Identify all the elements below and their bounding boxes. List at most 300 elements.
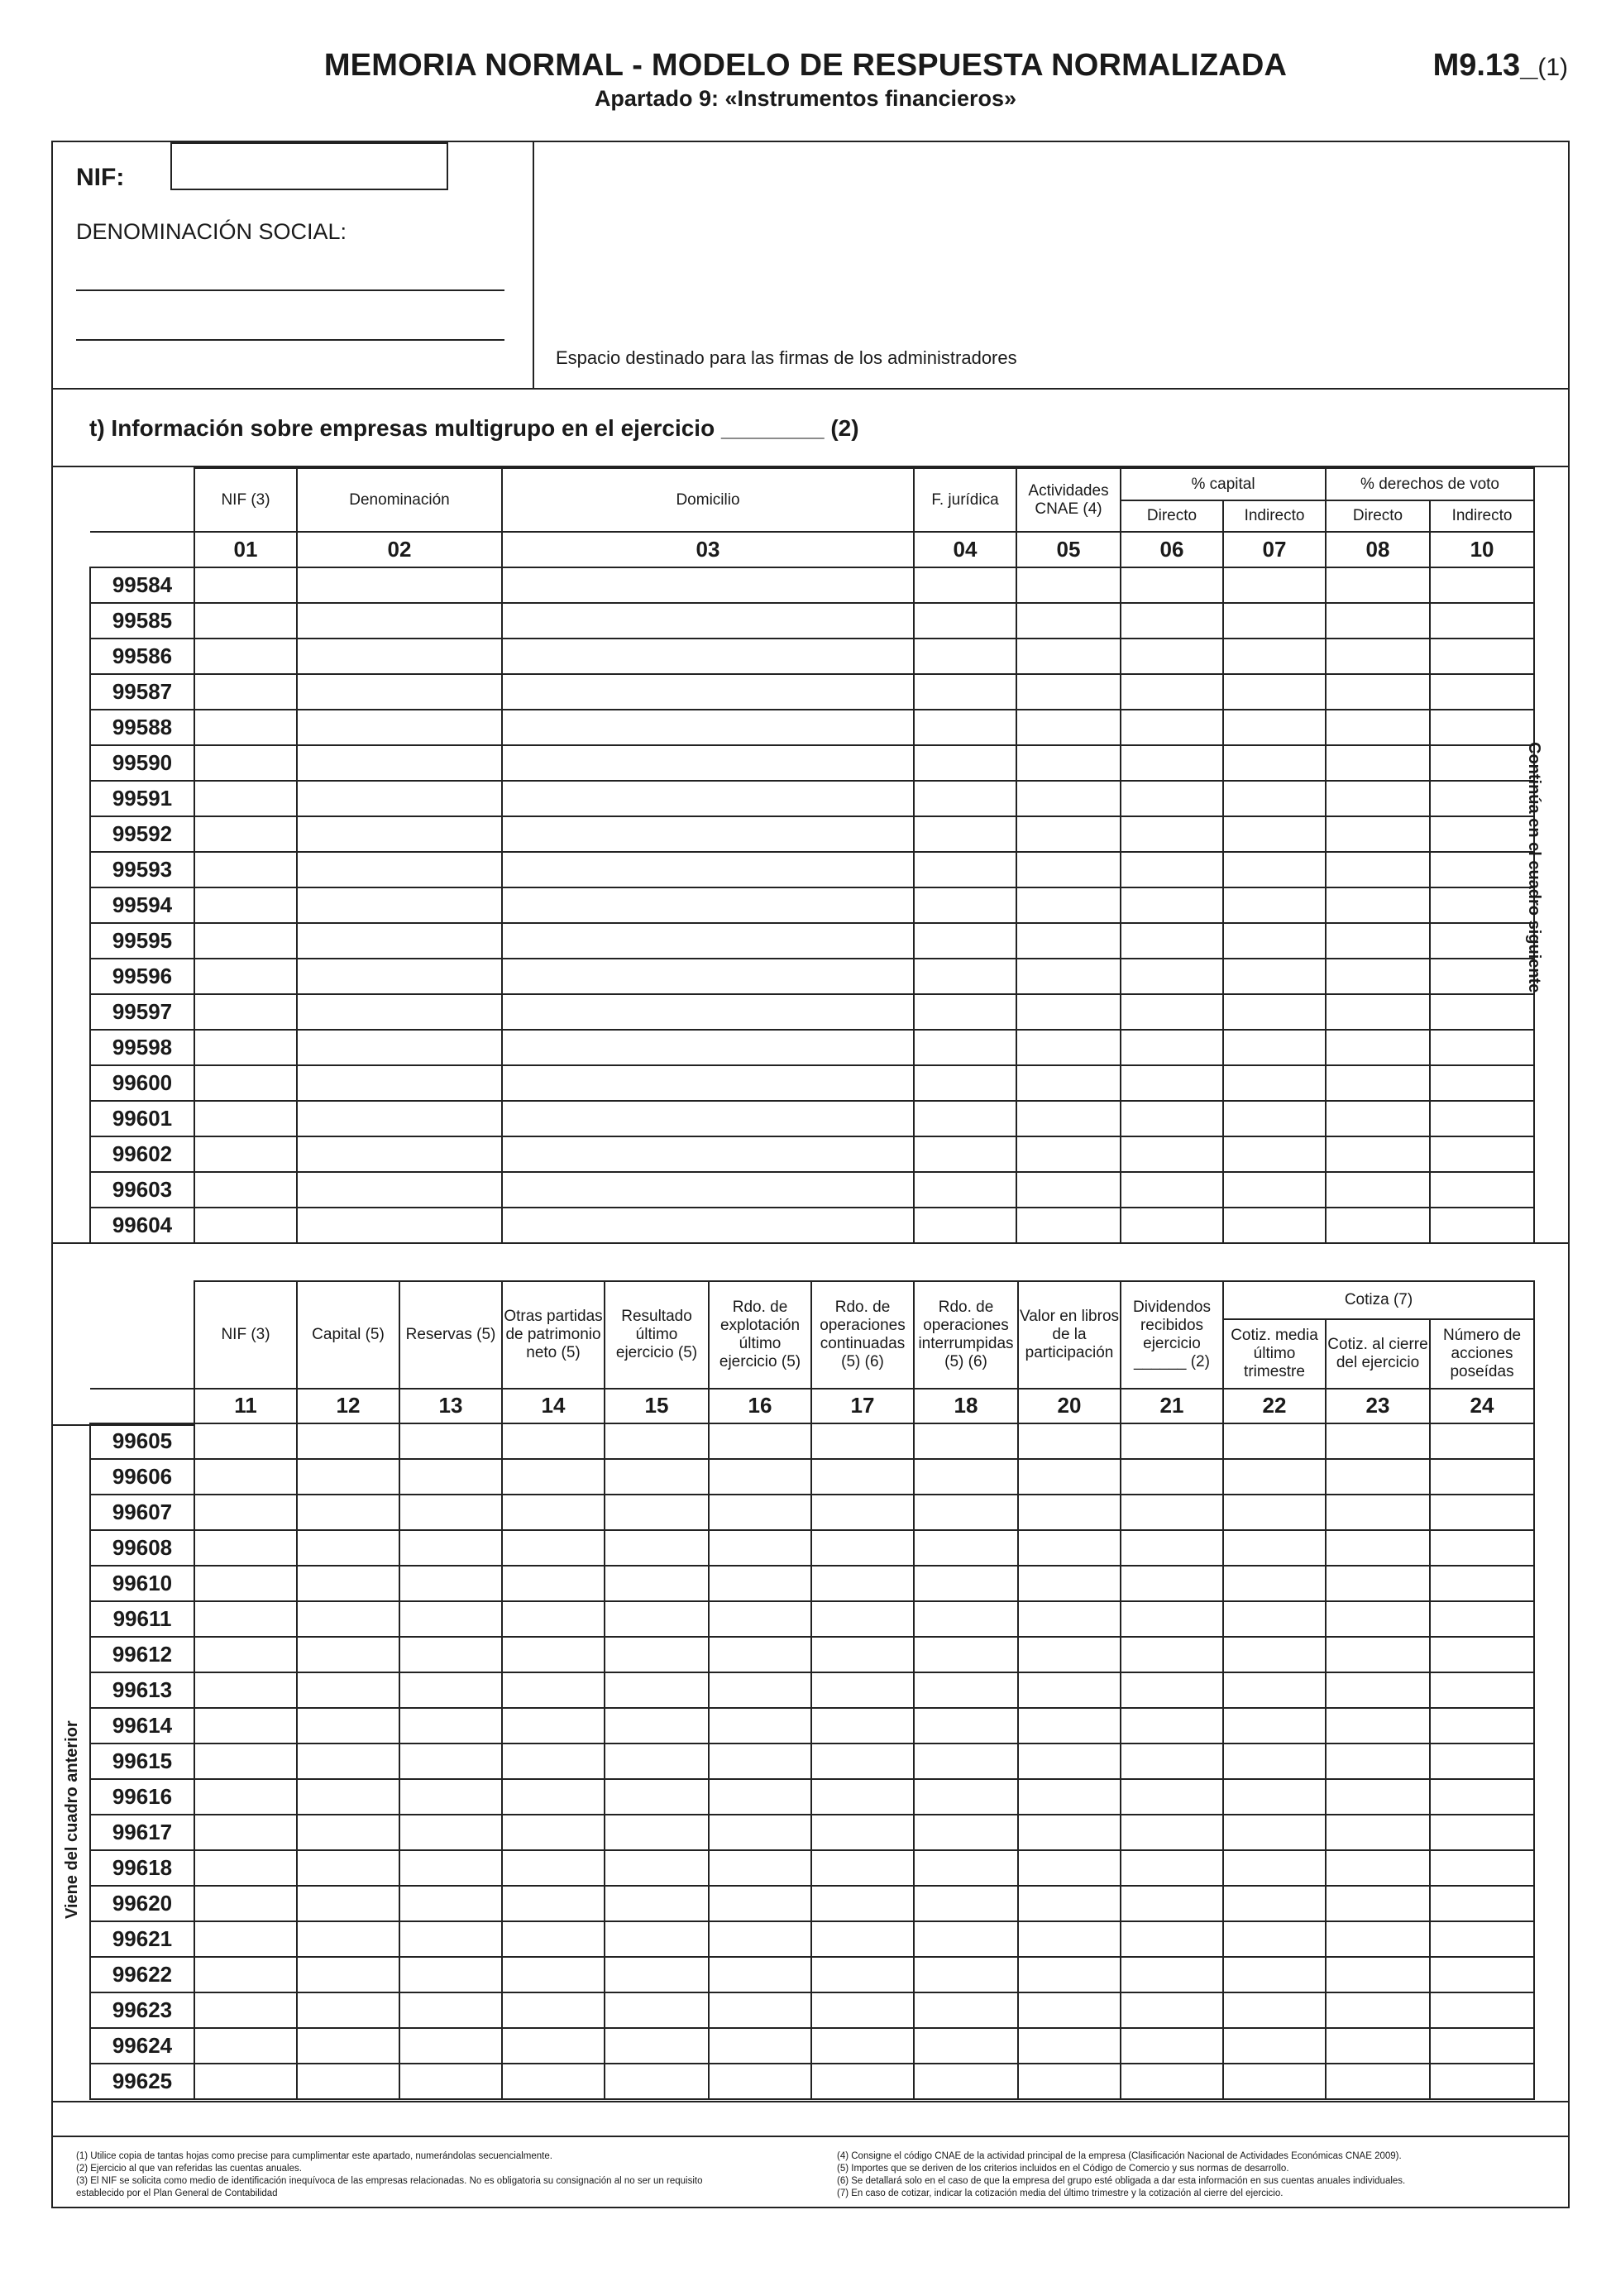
input-cell[interactable]: [605, 2028, 709, 2064]
input-cell[interactable]: [1016, 1172, 1121, 1208]
input-cell[interactable]: [1121, 1779, 1223, 1815]
input-cell[interactable]: [1430, 1637, 1534, 1672]
input-cell[interactable]: [194, 1921, 297, 1957]
input-cell[interactable]: [1223, 1672, 1326, 1708]
input-cell[interactable]: [194, 1886, 297, 1921]
input-cell[interactable]: [914, 1172, 1016, 1208]
input-cell[interactable]: [914, 1815, 1018, 1850]
input-cell[interactable]: [1223, 1208, 1326, 1243]
input-cell[interactable]: [1121, 745, 1223, 781]
input-cell[interactable]: [194, 1136, 297, 1172]
input-cell[interactable]: [914, 1992, 1018, 2028]
input-cell[interactable]: [1430, 1423, 1534, 1459]
input-cell[interactable]: [1430, 1957, 1534, 1992]
input-cell[interactable]: [1430, 994, 1534, 1030]
input-cell[interactable]: [297, 603, 502, 639]
input-cell[interactable]: [1121, 639, 1223, 674]
input-cell[interactable]: [194, 567, 297, 603]
input-cell[interactable]: [709, 1530, 811, 1566]
input-cell[interactable]: [1016, 959, 1121, 994]
input-cell[interactable]: [914, 959, 1016, 994]
input-cell[interactable]: [914, 1921, 1018, 1957]
input-cell[interactable]: [1326, 674, 1430, 710]
input-cell[interactable]: [811, 1672, 914, 1708]
input-cell[interactable]: [399, 1423, 502, 1459]
input-cell[interactable]: [1326, 852, 1430, 887]
input-cell[interactable]: [709, 1921, 811, 1957]
input-cell[interactable]: [297, 1566, 399, 1601]
input-cell[interactable]: [1326, 1815, 1430, 1850]
input-cell[interactable]: [1121, 1530, 1223, 1566]
input-cell[interactable]: [1430, 2064, 1534, 2099]
input-cell[interactable]: [1326, 1921, 1430, 1957]
input-cell[interactable]: [297, 852, 502, 887]
input-cell[interactable]: [1121, 1708, 1223, 1744]
input-cell[interactable]: [605, 1850, 709, 1886]
input-cell[interactable]: [297, 674, 502, 710]
input-cell[interactable]: [1430, 567, 1534, 603]
input-cell[interactable]: [1223, 994, 1326, 1030]
input-cell[interactable]: [605, 1672, 709, 1708]
input-cell[interactable]: [605, 1708, 709, 1744]
input-cell[interactable]: [1018, 2028, 1121, 2064]
input-cell[interactable]: [1223, 674, 1326, 710]
input-cell[interactable]: [605, 1566, 709, 1601]
input-cell[interactable]: [1016, 816, 1121, 852]
input-cell[interactable]: [1223, 1459, 1326, 1495]
input-cell[interactable]: [502, 1744, 605, 1779]
input-cell[interactable]: [1430, 1921, 1534, 1957]
input-cell[interactable]: [1223, 639, 1326, 674]
input-cell[interactable]: [1121, 816, 1223, 852]
input-cell[interactable]: [194, 2028, 297, 2064]
input-cell[interactable]: [811, 1459, 914, 1495]
input-cell[interactable]: [297, 745, 502, 781]
input-cell[interactable]: [1326, 959, 1430, 994]
input-cell[interactable]: [1121, 1744, 1223, 1779]
input-cell[interactable]: [1018, 1886, 1121, 1921]
input-cell[interactable]: [1326, 1850, 1430, 1886]
input-cell[interactable]: [1121, 1030, 1223, 1065]
input-cell[interactable]: [1326, 1637, 1430, 1672]
input-cell[interactable]: [1430, 603, 1534, 639]
input-cell[interactable]: [605, 1601, 709, 1637]
input-cell[interactable]: [502, 1779, 605, 1815]
input-cell[interactable]: [811, 1601, 914, 1637]
input-cell[interactable]: [1430, 781, 1534, 816]
input-cell[interactable]: [914, 852, 1016, 887]
input-cell[interactable]: [1018, 1708, 1121, 1744]
input-cell[interactable]: [502, 887, 914, 923]
input-cell[interactable]: [1223, 1708, 1326, 1744]
input-cell[interactable]: [1121, 710, 1223, 745]
input-cell[interactable]: [811, 1815, 914, 1850]
input-cell[interactable]: [709, 2028, 811, 2064]
input-cell[interactable]: [1016, 1030, 1121, 1065]
input-cell[interactable]: [399, 1886, 502, 1921]
input-cell[interactable]: [194, 1815, 297, 1850]
input-cell[interactable]: [297, 781, 502, 816]
input-cell[interactable]: [709, 1423, 811, 1459]
input-cell[interactable]: [1018, 1850, 1121, 1886]
input-cell[interactable]: [709, 1992, 811, 2028]
input-cell[interactable]: [1121, 959, 1223, 994]
input-cell[interactable]: [914, 639, 1016, 674]
input-cell[interactable]: [399, 1815, 502, 1850]
input-cell[interactable]: [1016, 674, 1121, 710]
input-cell[interactable]: [914, 2064, 1018, 2099]
input-cell[interactable]: [914, 923, 1016, 959]
input-cell[interactable]: [502, 2028, 605, 2064]
input-cell[interactable]: [194, 1101, 297, 1136]
input-cell[interactable]: [194, 1779, 297, 1815]
input-cell[interactable]: [1018, 1957, 1121, 1992]
input-cell[interactable]: [1430, 852, 1534, 887]
input-cell[interactable]: [502, 1459, 605, 1495]
input-cell[interactable]: [811, 1921, 914, 1957]
input-cell[interactable]: [1018, 1744, 1121, 1779]
input-cell[interactable]: [194, 674, 297, 710]
input-cell[interactable]: [1223, 1065, 1326, 1101]
input-cell[interactable]: [1326, 1423, 1430, 1459]
input-cell[interactable]: [1430, 1601, 1534, 1637]
input-cell[interactable]: [1018, 1779, 1121, 1815]
input-cell[interactable]: [914, 745, 1016, 781]
input-cell[interactable]: [1326, 1136, 1430, 1172]
input-cell[interactable]: [1326, 1172, 1430, 1208]
input-cell[interactable]: [1223, 2064, 1326, 2099]
input-cell[interactable]: [914, 1495, 1018, 1530]
input-cell[interactable]: [1326, 1530, 1430, 1566]
input-cell[interactable]: [297, 1530, 399, 1566]
input-cell[interactable]: [399, 2064, 502, 2099]
input-cell[interactable]: [297, 639, 502, 674]
input-cell[interactable]: [1121, 1815, 1223, 1850]
input-cell[interactable]: [399, 1850, 502, 1886]
input-cell[interactable]: [1326, 1708, 1430, 1744]
input-cell[interactable]: [502, 1815, 605, 1850]
input-cell[interactable]: [502, 994, 914, 1030]
input-cell[interactable]: [1016, 852, 1121, 887]
input-cell[interactable]: [1326, 1101, 1430, 1136]
input-cell[interactable]: [502, 2064, 605, 2099]
input-cell[interactable]: [194, 1423, 297, 1459]
input-cell[interactable]: [297, 1495, 399, 1530]
input-cell[interactable]: [502, 1672, 605, 1708]
input-cell[interactable]: [1223, 1921, 1326, 1957]
input-cell[interactable]: [914, 1566, 1018, 1601]
input-cell[interactable]: [605, 1459, 709, 1495]
input-cell[interactable]: [1326, 1030, 1430, 1065]
input-cell[interactable]: [1016, 1208, 1121, 1243]
input-cell[interactable]: [1326, 994, 1430, 1030]
input-cell[interactable]: [1018, 1992, 1121, 2028]
input-cell[interactable]: [914, 1030, 1016, 1065]
input-cell[interactable]: [194, 1957, 297, 1992]
input-cell[interactable]: [605, 2064, 709, 2099]
input-cell[interactable]: [297, 1637, 399, 1672]
input-cell[interactable]: [1121, 1566, 1223, 1601]
input-cell[interactable]: [399, 1601, 502, 1637]
input-cell[interactable]: [914, 2028, 1018, 2064]
input-cell[interactable]: [1326, 710, 1430, 745]
input-cell[interactable]: [1016, 745, 1121, 781]
input-cell[interactable]: [502, 923, 914, 959]
input-cell[interactable]: [194, 2064, 297, 2099]
input-cell[interactable]: [297, 1708, 399, 1744]
input-cell[interactable]: [914, 1459, 1018, 1495]
input-cell[interactable]: [399, 2028, 502, 2064]
input-cell[interactable]: [811, 2028, 914, 2064]
input-cell[interactable]: [194, 994, 297, 1030]
denomination-line-1[interactable]: [76, 289, 504, 291]
input-cell[interactable]: [914, 674, 1016, 710]
input-cell[interactable]: [502, 1708, 605, 1744]
input-cell[interactable]: [1223, 1530, 1326, 1566]
input-cell[interactable]: [605, 1495, 709, 1530]
input-cell[interactable]: [297, 1065, 502, 1101]
input-cell[interactable]: [1326, 1495, 1430, 1530]
input-cell[interactable]: [297, 2028, 399, 2064]
input-cell[interactable]: [1223, 959, 1326, 994]
input-cell[interactable]: [1430, 923, 1534, 959]
input-cell[interactable]: [1223, 603, 1326, 639]
input-cell[interactable]: [1223, 816, 1326, 852]
input-cell[interactable]: [914, 1708, 1018, 1744]
input-cell[interactable]: [1326, 887, 1430, 923]
input-cell[interactable]: [1326, 567, 1430, 603]
input-cell[interactable]: [605, 1530, 709, 1566]
input-cell[interactable]: [709, 1957, 811, 1992]
input-cell[interactable]: [1121, 852, 1223, 887]
input-cell[interactable]: [502, 1850, 605, 1886]
input-cell[interactable]: [709, 1495, 811, 1530]
input-cell[interactable]: [1018, 1459, 1121, 1495]
input-cell[interactable]: [1223, 1637, 1326, 1672]
input-cell[interactable]: [399, 1530, 502, 1566]
input-cell[interactable]: [811, 1566, 914, 1601]
input-cell[interactable]: [914, 1601, 1018, 1637]
input-cell[interactable]: [502, 567, 914, 603]
input-cell[interactable]: [502, 1601, 605, 1637]
input-cell[interactable]: [1223, 1815, 1326, 1850]
input-cell[interactable]: [502, 1957, 605, 1992]
input-cell[interactable]: [1223, 1566, 1326, 1601]
input-cell[interactable]: [1430, 2028, 1534, 2064]
input-cell[interactable]: [1326, 2064, 1430, 2099]
input-cell[interactable]: [1121, 674, 1223, 710]
input-cell[interactable]: [1016, 1136, 1121, 1172]
input-cell[interactable]: [502, 603, 914, 639]
input-cell[interactable]: [194, 710, 297, 745]
input-cell[interactable]: [1430, 1530, 1534, 1566]
input-cell[interactable]: [502, 1992, 605, 2028]
input-cell[interactable]: [1430, 674, 1534, 710]
input-cell[interactable]: [502, 1530, 605, 1566]
input-cell[interactable]: [1223, 1744, 1326, 1779]
input-cell[interactable]: [194, 1459, 297, 1495]
input-cell[interactable]: [1121, 887, 1223, 923]
input-cell[interactable]: [1121, 994, 1223, 1030]
input-cell[interactable]: [194, 603, 297, 639]
input-cell[interactable]: [605, 1423, 709, 1459]
input-cell[interactable]: [297, 567, 502, 603]
input-cell[interactable]: [1326, 1566, 1430, 1601]
input-cell[interactable]: [811, 1779, 914, 1815]
input-cell[interactable]: [914, 603, 1016, 639]
input-cell[interactable]: [1121, 1921, 1223, 1957]
input-cell[interactable]: [914, 1886, 1018, 1921]
input-cell[interactable]: [1223, 567, 1326, 603]
input-cell[interactable]: [1016, 923, 1121, 959]
input-cell[interactable]: [297, 1886, 399, 1921]
input-cell[interactable]: [194, 923, 297, 959]
input-cell[interactable]: [1018, 2064, 1121, 2099]
input-cell[interactable]: [811, 2064, 914, 2099]
input-cell[interactable]: [1326, 1779, 1430, 1815]
input-cell[interactable]: [1016, 1065, 1121, 1101]
input-cell[interactable]: [502, 710, 914, 745]
input-cell[interactable]: [1018, 1530, 1121, 1566]
input-cell[interactable]: [1018, 1423, 1121, 1459]
input-cell[interactable]: [1430, 1744, 1534, 1779]
input-cell[interactable]: [502, 1208, 914, 1243]
input-cell[interactable]: [194, 745, 297, 781]
input-cell[interactable]: [1121, 2064, 1223, 2099]
input-cell[interactable]: [709, 1459, 811, 1495]
input-cell[interactable]: [605, 1815, 709, 1850]
input-cell[interactable]: [502, 1136, 914, 1172]
input-cell[interactable]: [297, 710, 502, 745]
input-cell[interactable]: [1223, 1030, 1326, 1065]
input-cell[interactable]: [297, 1815, 399, 1850]
input-cell[interactable]: [1121, 1065, 1223, 1101]
input-cell[interactable]: [1121, 1136, 1223, 1172]
input-cell[interactable]: [297, 1601, 399, 1637]
input-cell[interactable]: [399, 1495, 502, 1530]
input-cell[interactable]: [1223, 745, 1326, 781]
input-cell[interactable]: [1326, 1459, 1430, 1495]
input-cell[interactable]: [502, 1065, 914, 1101]
input-cell[interactable]: [399, 1637, 502, 1672]
input-cell[interactable]: [1326, 1065, 1430, 1101]
input-cell[interactable]: [1430, 887, 1534, 923]
input-cell[interactable]: [297, 1744, 399, 1779]
input-cell[interactable]: [1016, 603, 1121, 639]
input-cell[interactable]: [811, 1530, 914, 1566]
input-cell[interactable]: [1430, 1208, 1534, 1243]
input-cell[interactable]: [1430, 959, 1534, 994]
input-cell[interactable]: [194, 1530, 297, 1566]
input-cell[interactable]: [1326, 603, 1430, 639]
input-cell[interactable]: [399, 1744, 502, 1779]
input-cell[interactable]: [399, 1957, 502, 1992]
input-cell[interactable]: [811, 1744, 914, 1779]
input-cell[interactable]: [194, 1566, 297, 1601]
input-cell[interactable]: [914, 1744, 1018, 1779]
input-cell[interactable]: [1121, 1992, 1223, 2028]
input-cell[interactable]: [1326, 923, 1430, 959]
input-cell[interactable]: [709, 2064, 811, 2099]
input-cell[interactable]: [605, 1744, 709, 1779]
nif-field[interactable]: [170, 142, 448, 190]
input-cell[interactable]: [1223, 781, 1326, 816]
input-cell[interactable]: [914, 567, 1016, 603]
input-cell[interactable]: [194, 959, 297, 994]
input-cell[interactable]: [1121, 1208, 1223, 1243]
input-cell[interactable]: [811, 1423, 914, 1459]
input-cell[interactable]: [1016, 567, 1121, 603]
input-cell[interactable]: [1430, 1779, 1534, 1815]
input-cell[interactable]: [811, 1992, 914, 2028]
input-cell[interactable]: [1430, 1065, 1534, 1101]
input-cell[interactable]: [1326, 1601, 1430, 1637]
input-cell[interactable]: [914, 781, 1016, 816]
input-cell[interactable]: [297, 2064, 399, 2099]
input-cell[interactable]: [1430, 639, 1534, 674]
input-cell[interactable]: [1430, 816, 1534, 852]
input-cell[interactable]: [194, 1850, 297, 1886]
input-cell[interactable]: [399, 1779, 502, 1815]
input-cell[interactable]: [1121, 1423, 1223, 1459]
input-cell[interactable]: [297, 1992, 399, 2028]
input-cell[interactable]: [1430, 1708, 1534, 1744]
input-cell[interactable]: [914, 1208, 1016, 1243]
input-cell[interactable]: [502, 781, 914, 816]
input-cell[interactable]: [502, 674, 914, 710]
input-cell[interactable]: [811, 1708, 914, 1744]
input-cell[interactable]: [605, 1637, 709, 1672]
input-cell[interactable]: [1430, 1566, 1534, 1601]
input-cell[interactable]: [605, 1957, 709, 1992]
input-cell[interactable]: [1326, 781, 1430, 816]
input-cell[interactable]: [194, 639, 297, 674]
input-cell[interactable]: [1121, 1886, 1223, 1921]
input-cell[interactable]: [914, 1136, 1016, 1172]
input-cell[interactable]: [1121, 781, 1223, 816]
input-cell[interactable]: [297, 1208, 502, 1243]
input-cell[interactable]: [1016, 639, 1121, 674]
input-cell[interactable]: [502, 1423, 605, 1459]
input-cell[interactable]: [502, 1886, 605, 1921]
input-cell[interactable]: [194, 781, 297, 816]
input-cell[interactable]: [914, 1672, 1018, 1708]
input-cell[interactable]: [194, 1992, 297, 2028]
input-cell[interactable]: [297, 1779, 399, 1815]
input-cell[interactable]: [1016, 781, 1121, 816]
input-cell[interactable]: [1018, 1601, 1121, 1637]
input-cell[interactable]: [502, 852, 914, 887]
input-cell[interactable]: [194, 1065, 297, 1101]
input-cell[interactable]: [1016, 710, 1121, 745]
input-cell[interactable]: [297, 1459, 399, 1495]
input-cell[interactable]: [502, 745, 914, 781]
input-cell[interactable]: [914, 887, 1016, 923]
input-cell[interactable]: [297, 959, 502, 994]
input-cell[interactable]: [1223, 852, 1326, 887]
input-cell[interactable]: [297, 1957, 399, 1992]
input-cell[interactable]: [811, 1957, 914, 1992]
input-cell[interactable]: [1018, 1815, 1121, 1850]
input-cell[interactable]: [709, 1637, 811, 1672]
input-cell[interactable]: [297, 816, 502, 852]
input-cell[interactable]: [1121, 1672, 1223, 1708]
input-cell[interactable]: [1223, 1423, 1326, 1459]
input-cell[interactable]: [1223, 1779, 1326, 1815]
input-cell[interactable]: [502, 1172, 914, 1208]
input-cell[interactable]: [1326, 1957, 1430, 1992]
input-cell[interactable]: [605, 1992, 709, 2028]
